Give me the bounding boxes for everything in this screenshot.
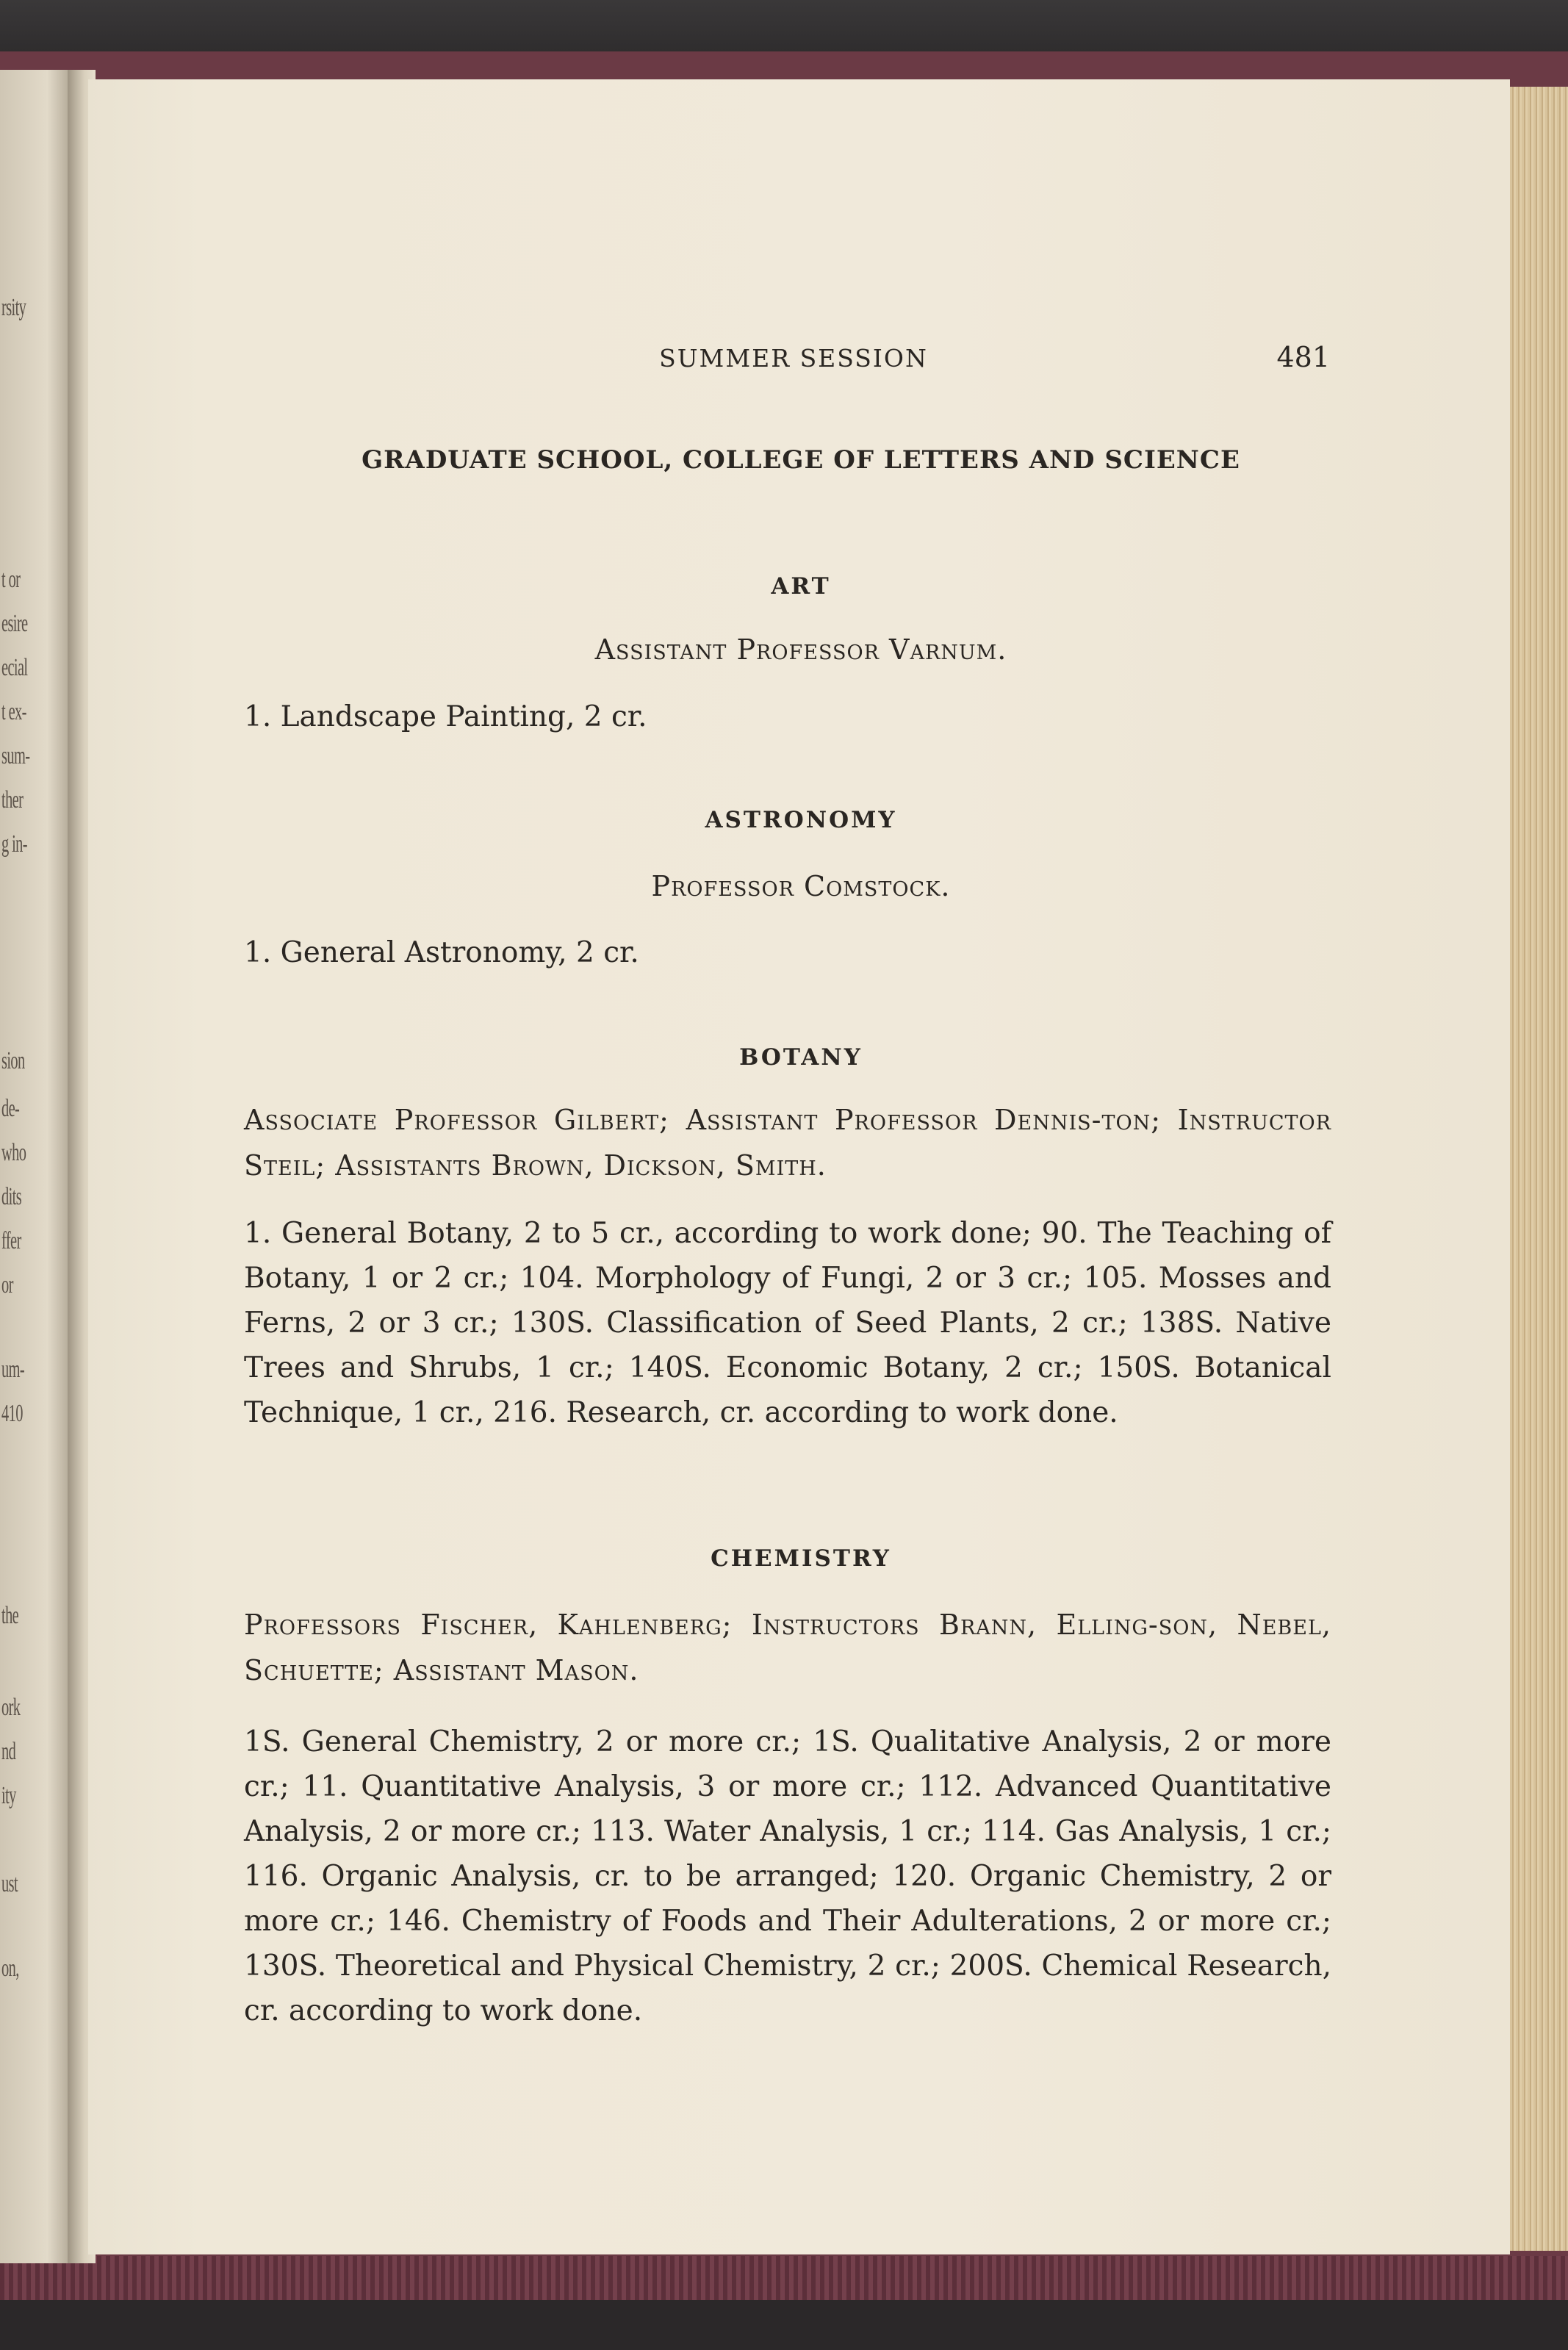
section-courses-astronomy: 1. General Astronomy, 2 cr.: [244, 936, 639, 969]
previous-page-fragment: on,: [1, 1955, 19, 1982]
section-heading-astronomy: ASTRONOMY: [705, 807, 897, 833]
previous-page-sliver: [0, 70, 68, 2263]
section-heading-chemistry: CHEMISTRY: [711, 1545, 891, 1572]
previous-page-fragment: rsity: [1, 294, 26, 321]
section-faculty-art: Assistant Professor Varnum.: [594, 633, 1007, 666]
previous-page-fragment: nd: [1, 1738, 16, 1765]
previous-page-fragment: sum-: [1, 742, 30, 769]
previous-page-fragment: de-: [1, 1095, 20, 1122]
running-header: SUMMER SESSION: [659, 344, 928, 373]
previous-page-fragment: dits: [1, 1183, 22, 1210]
section-heading-botany: BOTANY: [739, 1044, 863, 1071]
previous-page-fragment: esire: [1, 610, 28, 637]
section-courses-chemistry: 1S. General Chemistry, 2 or more cr.; 1S. Qualitative Analysis, 2 or more cr.; 11. Quantitative Analysis, 3 or more cr.; 112. Advanced Quantitative Analysis, 2 or more cr.; 113. Water Analysis, 1 cr.; 114. Gas Analysis, 1 cr.; 116. Organic Analysis, cr. to be arranged; 120. Organic Chemistry, 2 or more cr.; 146. Chemistry of Foods and Their Adulterations, 2 or more cr.; 130S. Theoretical and Physical Chemistry, 2 cr.; 200S. Chemical Research, cr. according to work done.: [244, 1725, 1331, 2027]
previous-page-fragment: ffer: [1, 1227, 21, 1254]
previous-page-fragment: who: [1, 1139, 26, 1166]
book-cover-bottom-edge: [0, 2256, 1568, 2300]
scanner-bed-top: [0, 0, 1568, 51]
previous-page-fragment: ecial: [1, 654, 28, 681]
page-number: 481: [1276, 341, 1330, 373]
previous-page-fragment: or: [1, 1271, 13, 1298]
previous-page-fragment: t or: [1, 566, 21, 593]
previous-page-fragment: ity: [1, 1782, 16, 1809]
previous-page-fragment: t ex-: [1, 698, 26, 725]
section-courses-botany: 1. General Botany, 2 to 5 cr., according to work done; 90. The Teaching of Botany, 1 or 2 cr.; 104. Morphology of Fungi, 2 or 3 cr.; 105. Mosses and Ferns, 2 or 3 cr.; 130S. Classification of Seed Plants, 2 cr.; 138S. Native Trees and Shrubs, 1 cr.; 140S. Economic Botany, 2 cr.; 150S. Botanical Technique, 1 cr., 216. Research, cr. according to work done.: [244, 1217, 1331, 1429]
previous-page-fragment: ust: [1, 1870, 18, 1897]
section-faculty-botany: Associate Professor Gilbert; Assistant Professor Dennis-ton; Instructor Steil; Assistants Brown, Dickson, Smith.: [244, 1104, 1331, 1182]
previous-page-fragment: 410: [1, 1400, 23, 1427]
previous-page-fragment: ork: [1, 1694, 21, 1721]
page-content: [88, 79, 1510, 2254]
section-faculty-chemistry: Professors Fischer, Kahlenberg; Instructors Brann, Elling-son, Nebel, Schuette; Assistant Mason.: [244, 1609, 1331, 1686]
previous-page-fragment: sion: [1, 1047, 25, 1074]
page-title: GRADUATE SCHOOL, COLLEGE OF LETTERS AND SCIENCE: [362, 445, 1240, 475]
page-edges: [1510, 87, 1568, 2251]
previous-page-fragment: um-: [1, 1356, 25, 1383]
previous-page-fragment: the: [1, 1602, 19, 1629]
section-faculty-astronomy: Professor Comstock.: [651, 870, 951, 902]
section-courses-art: 1. Landscape Painting, 2 cr.: [244, 700, 647, 733]
scanner-bed-bottom: [0, 2300, 1568, 2350]
previous-page-fragment: ther: [1, 786, 24, 813]
section-heading-art: ART: [771, 573, 831, 600]
book-page: [88, 79, 1510, 2254]
previous-page-fragment: g in-: [1, 830, 27, 858]
